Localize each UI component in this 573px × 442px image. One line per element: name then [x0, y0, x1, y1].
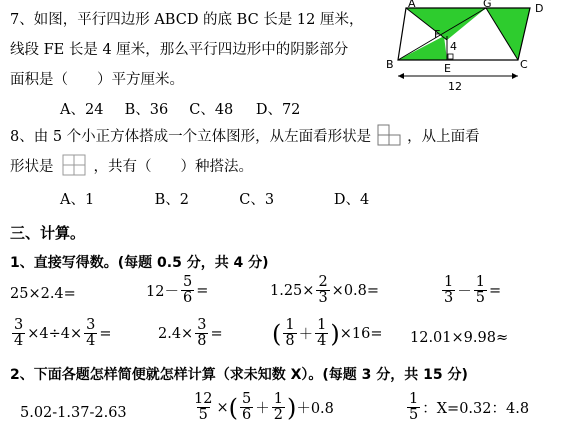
- q8-line2-row: [10, 154, 253, 176]
- r3-e2-d2: 6: [241, 407, 252, 424]
- r3-e1: 5.02-1.37-2.63: [20, 405, 127, 421]
- q8-option-d: D、4: [333, 192, 370, 208]
- top-view-icon: [62, 154, 86, 176]
- r1-e4-n2: 1: [475, 274, 485, 290]
- r3-e2-d1: 5: [198, 407, 208, 424]
- q8-line2-tail: ，共有（ ）种搭法。: [93, 158, 253, 175]
- r3-e2: [190, 392, 334, 423]
- r2-e3-n1: 1: [285, 317, 295, 333]
- r2-e3: [272, 318, 382, 349]
- q7-line1: 7、如图，平行四边形 ABCD 的底 BC 长是 12 厘米，: [10, 12, 364, 28]
- r1-e4: [440, 275, 501, 306]
- r2-e3-post: ×16=: [339, 325, 383, 342]
- q7-option-a: A、24: [60, 102, 104, 118]
- r2-e3-frac1: [283, 318, 296, 349]
- r3-e2-lparen: (: [228, 393, 238, 422]
- r3-e2-frac1: [192, 392, 214, 423]
- r1-e3-den: 3: [318, 290, 328, 307]
- r2-e1-d2: 4: [86, 333, 96, 350]
- r1-e4-op: －: [457, 284, 472, 301]
- r1-e2-frac: [181, 275, 194, 306]
- q7-options: [60, 98, 316, 119]
- r2-e1-n1: 3: [14, 317, 24, 333]
- label-f: F: [434, 28, 441, 41]
- label-d: D: [535, 2, 544, 15]
- r2-e2: [158, 318, 223, 349]
- r2-e2-den: 8: [197, 333, 207, 350]
- r2-e2-pre: 2.4×: [158, 325, 194, 342]
- q8-options: [60, 188, 394, 209]
- q8-line2-head: 形状是: [10, 158, 54, 175]
- r2-e2-frac: [195, 318, 208, 349]
- q8-line1-row: [10, 124, 480, 146]
- r1-e4-d2: 5: [475, 290, 485, 307]
- r2-e1-frac1: [12, 318, 25, 349]
- r3-e2-n1: 12: [194, 391, 213, 407]
- r1-e2-den: 6: [182, 290, 193, 307]
- r1-e2-num: 5: [182, 274, 193, 290]
- r1-e4-d1: 3: [444, 290, 454, 307]
- r2-e1-mid: ×4÷4×: [27, 325, 83, 342]
- r3-e2-rparen: ): [286, 393, 297, 422]
- r3-e3: [405, 392, 529, 423]
- r1-e4-frac2: [474, 275, 487, 306]
- r2-e3-d1: 8: [285, 333, 295, 350]
- arrow-left-icon: [398, 73, 404, 79]
- label-g: G: [483, 0, 492, 10]
- r2-e3-n2: 1: [317, 317, 327, 333]
- r1-e4-n1: 1: [444, 274, 454, 290]
- r1-e3-frac: [316, 275, 329, 306]
- r2-e4: 12.01×9.98≈: [410, 330, 509, 346]
- r3-e2-n3: 1: [273, 391, 283, 407]
- q8-option-a: A、1: [60, 192, 95, 208]
- r1-e2-pre: 12－: [146, 284, 179, 301]
- r2-e1-frac2: [84, 318, 97, 349]
- r2-e3-op: ＋: [298, 327, 314, 344]
- base-label: 12: [448, 80, 462, 92]
- r3-e2-frac2: [240, 392, 253, 423]
- q7-line3: 面积是（ ）平方厘米。: [10, 72, 184, 88]
- r2-e1-post: =: [99, 325, 112, 342]
- r2-e3-d2: 4: [317, 333, 327, 350]
- r3-e2-post: ＋0.8: [296, 401, 334, 418]
- r2-e3-lparen: (: [272, 319, 282, 348]
- q8-line1: 8、由 5 个小正方体搭成一个立体图形，从左面看形状是: [10, 128, 372, 145]
- r2-e2-num: 3: [197, 317, 207, 333]
- r3-e2-op: ＋: [255, 401, 270, 418]
- r3-e3-num: 1: [409, 391, 419, 407]
- r1-e3-post: ×0.8=: [331, 282, 380, 299]
- r1-e2: [146, 275, 208, 306]
- parallelogram-figure: [382, 0, 562, 92]
- r1-e2-post: =: [196, 282, 209, 299]
- part2-title: 2、下面各题怎样简便就怎样计算（求未知数 X）。(每题 3 分，共 15 分): [10, 367, 468, 383]
- r3-e2-frac3: [272, 392, 285, 423]
- label-b: B: [386, 58, 394, 71]
- r1-e1: 25×2.4=: [10, 286, 76, 302]
- label-e: E: [444, 62, 451, 75]
- arrow-right-icon: [512, 73, 518, 79]
- r1-e3-num: 2: [318, 274, 328, 290]
- r1-e3-pre: 1.25×: [270, 282, 315, 299]
- q8-option-c: C、3: [239, 192, 275, 208]
- section3-title: 三、计算。: [10, 224, 86, 242]
- left-view-icon: [377, 124, 401, 146]
- r1-e3: [270, 275, 379, 306]
- q7-option-d: D、72: [255, 102, 301, 118]
- r2-e3-rparen: ): [330, 319, 340, 348]
- r3-e3-den: 5: [409, 407, 419, 424]
- r2-e1: [10, 318, 112, 349]
- q7-line2: 线段 FE 长是 4 厘米，那么平行四边形中的阴影部分: [10, 42, 349, 58]
- r1-e4-frac1: [442, 275, 455, 306]
- r2-e1-n2: 3: [86, 317, 96, 333]
- r3-e2-n2: 5: [241, 391, 252, 407]
- r2-e1-d1: 4: [14, 333, 24, 350]
- q8-line1-tail: ，从上面看: [407, 128, 480, 145]
- label-c: C: [520, 58, 528, 71]
- q7-option-c: C、48: [189, 102, 234, 118]
- r1-e4-post: =: [488, 282, 502, 299]
- r3-e3-frac: [407, 392, 420, 423]
- r3-e2-mid: ×: [216, 399, 229, 416]
- q8-option-b: B、2: [154, 192, 189, 208]
- r2-e2-post: =: [210, 325, 223, 342]
- height-label: 4: [450, 40, 457, 53]
- r2-e3-frac2: [315, 318, 328, 349]
- label-a: A: [408, 0, 416, 10]
- r3-e3-post: ：X=0.32：4.8: [422, 401, 530, 418]
- part1-title: 1、直接写得数。(每题 0.5 分，共 4 分): [10, 255, 269, 271]
- r3-e2-d3: 2: [273, 407, 283, 424]
- q7-option-b: B、36: [124, 102, 169, 118]
